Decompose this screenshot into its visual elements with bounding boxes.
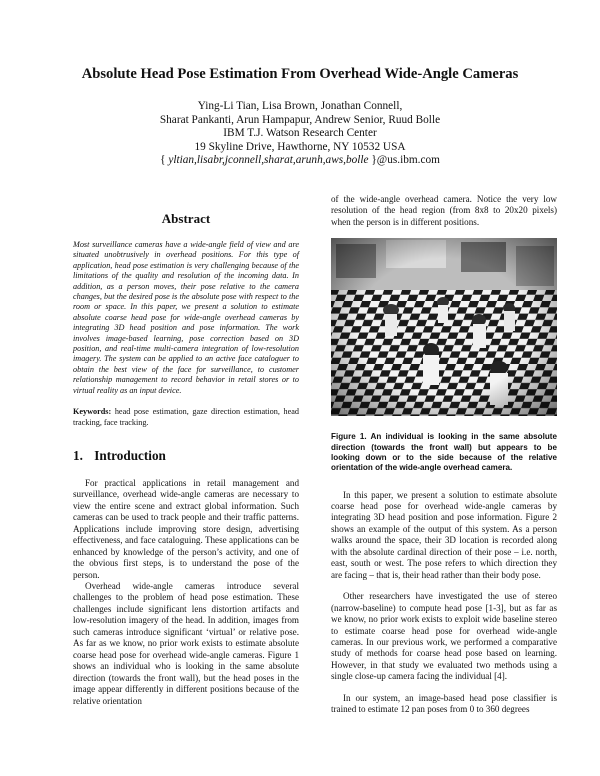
keywords [73,407,299,428]
section-title: Introduction [94,447,166,463]
paper-title: Absolute Head Pose Estimation From Overhead Wide-Angle Cameras [81,66,519,82]
overhead-camera-photo [331,238,557,416]
abstract-heading: Abstract [161,211,211,226]
abstract-body: Most surveillance cameras have a wide-angle field of view and are situated unobtrusively in overhead positions. For this type of application, head pose estimation is very challenging because of the limitations of the quality and resolution of the incoming data. In addition, as a person moves, their pose relative to the camera changes, but the desired pose is the absolute pose with respect to the room or space. In this paper, we present a solution to estimate absolute coarse head pose for wide-angle overhead cameras by integrating 3D head position and pose information. The work involves image-based learning, pose correction based on 3D position, and real-time multi-camera integration of low-resolution imagery. The system can be applied to an active face cataloguer to obtain the best view of the face for surveillance, to customer relationship management to record behavior in retail stores or to virtual reality as an input device. [73,240,299,395]
email-brace-open: { [160,154,169,167]
right-paragraph-2: Other researchers have investigated the use of stereo (narrow-baseline) to compute head pose [1-3], but as far as we know, no prior work exists to exploit wide baseline stereo to estimate coarse head pose for overhead wide-angle cameras. In our previous work, we performed a comparative study of methods for coarse head pose based on learning. However, in that study we evaluated two methods using a single close-up camera facing the individual [4]. [331,591,557,682]
figure-1-caption: Figure 1. An individual is looking in the same absolute direction (towards the front wall) but appears to be looking down or to the side because of the relative orientation of the wide-angle overhead camera. [331,432,557,473]
right-paragraph-3: In our system, an image-based head pose classifier is trained to estimate 12 pan poses from 0 to 360 degrees [331,692,557,715]
address: 19 Skyline Drive, Hawthorne, NY 10532 USA [194,140,406,153]
right-paragraph-1: In this paper, we present a solution to estimate absolute coarse head pose for overhead wide-angle cameras by integrating 3D head position and pose information. Figure 2 shows an example of the output of this system. As a person walks around the space, their 3D location is recorded along with the absolute cardinal direction of their pose – i.e. north, east, south or west. The pose refers to which direction they are facing – that is, their head rather than their body pose. [331,489,557,580]
email-usernames: yltian,lisabr,jconnell,sharat,arunh,aws,bolle [168,154,369,167]
author-names-line-1: Ying-Li Tian, Lisa Brown, Jonathan Connell, [197,100,403,112]
email-line [0,154,600,168]
author-block [0,100,600,168]
intro-paragraph-2: Overhead wide-angle cameras introduce several challenges to the problem of head pose estimation. These challenges include significant lens distortion artifacts and low-resolution imagery of the head. In addition, images from such cameras introduce significant ‘virtual’ or relative pose. As far as we know, no prior work exists to estimate absolute coarse head pose for overhead wide-angle cameras. Figure 1 shows an individual who is looking in the same absolute direction (towards the front wall), but the head poses in the image appear differently in different positions because of the relative orientation [73,580,299,706]
section-number: 1. [73,447,83,463]
continued-paragraph: of the wide-angle overhead camera. Notice the very low resolution of the head region (from 8x8 to 20x20 pixels) when the person is in different positions. [331,194,557,227]
keywords-list: head pose estimation, gaze direction estimation, head tracking, face tracking. [73,407,299,427]
keywords-label: Keywords: [73,407,112,417]
section-heading-introduction [73,448,299,464]
affiliation: IBM T.J. Watson Research Center [223,127,377,140]
email-domain: }@us.ibm.com [368,154,440,167]
author-names-line-2: Sharat Pankanti, Arun Hampapur, Andrew Senior, Ruud Bolle [159,113,441,126]
intro-paragraph-1: For practical applications in retail management and surveillance, overhead wide-angle cameras are necessary to view the entire scene and extract global information. Such cameras can be used to track people and their traffic patterns. Applications include improving store design, advertising effectiveness, and face cataloguing. These applications can be enhanced by knowledge of the person’s activity, and one of the obvious first steps, is to understand the pose of the person. [73,477,299,580]
left-column [73,205,299,707]
right-column [331,194,557,716]
figure-1-image [331,238,557,416]
